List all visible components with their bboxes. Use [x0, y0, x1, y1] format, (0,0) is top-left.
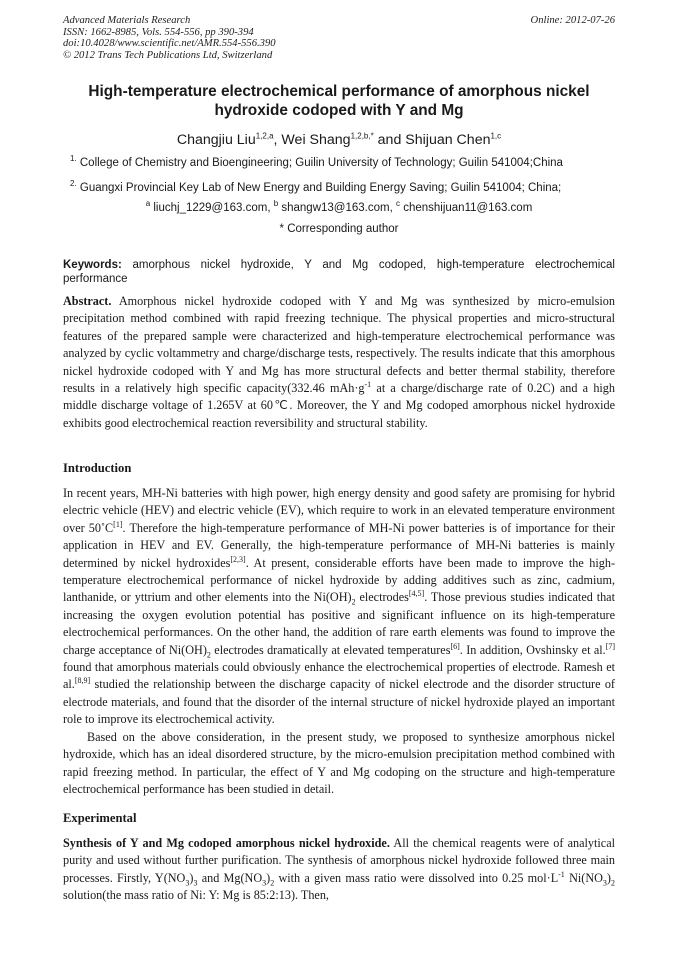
chemical-subscript: 3	[262, 878, 267, 888]
author-name: Wei Shang	[281, 132, 351, 148]
section-heading-experimental: Experimental	[63, 811, 137, 825]
author-superscript: 1,c	[490, 131, 502, 141]
text-run: In recent years, MH-Ni batteries with high power, high energy density and good safety are promising for hybrid electric vehicle (HEV) and electric vehicle (EV), which require to work in an elevated temperature environment over 50˚C	[63, 486, 615, 535]
affiliation-mark: 2.	[70, 179, 77, 189]
citation-superscript: [1]	[113, 519, 123, 529]
email-mark: a	[145, 199, 151, 209]
section-heading-introduction: Introduction	[63, 461, 132, 475]
run-in-heading: Synthesis of Y and Mg codoped amorphous nickel hydroxide.	[63, 836, 390, 850]
text-run: and Mg(NO	[197, 870, 263, 885]
text-run: All the chemical reagents were of analytical purity and used without further purification. The synthesis of amorphous nickel hydroxide followed three main processes. Firstly, Y(NO	[63, 836, 616, 885]
keywords-label: Keywords:	[63, 259, 122, 271]
author-list	[63, 131, 615, 149]
journal-header	[63, 15, 615, 61]
abstract	[63, 293, 615, 432]
citation-superscript: [7]	[605, 641, 616, 651]
online-date: Online: 2012-07-26	[530, 15, 615, 26]
text-run: electrodes dramatically at elevated temperatures	[210, 642, 451, 657]
text-run: with a given mass ratio were dissolved into 0.25 mol·L	[274, 870, 559, 885]
citation-superscript: -1	[558, 869, 565, 879]
author-name: Shijuan Chen	[405, 132, 491, 148]
email-address: liuchj_1229@163.com,	[153, 202, 274, 214]
text-run: found that amorphous materials could obviously enhance the electrochemical properties of electrode. Ramesh et al.	[63, 660, 615, 692]
text-run: . Therefore the high-temperature performance of MH-Ni power batteries is of importance for their application in HEV and EV. Generally, the high-temperature performance of MH-Ni batteries is mainly determined by nickel hydroxides	[63, 520, 615, 570]
author-separator: ,	[273, 132, 282, 148]
text-run: )	[606, 870, 611, 885]
affiliation-text: Guangxi Provincial Key Lab of New Energy and Building Energy Saving; Guilin 541004; China;	[79, 182, 562, 194]
copyright-line: © 2012 Trans Tech Publications Ltd, Switzerland	[63, 49, 273, 61]
keywords-text: amorphous nickel hydroxide, Y and Mg codoped, high-temperature electrochemical performance	[63, 259, 615, 285]
abstract-label: Abstract.	[63, 294, 112, 308]
chemical-subscript: 2	[351, 597, 356, 607]
citation-superscript: [2,3]	[230, 554, 246, 564]
text-run: . Those previous studies indicated that increasing the oxygen evolution potential has positive and significant influence on its high-temperature electrochemical performances. On the other hand, the addition of rare earth elements was found to improve the charge acceptance of Ni(OH)	[63, 590, 615, 657]
paper-title: High-temperature electrochemical performance of amorphous nickel hydroxide codoped with Y and Mg	[88, 83, 590, 119]
experimental-body	[63, 835, 615, 905]
chemical-subscript: 2	[610, 878, 615, 888]
abstract-superscript: -1	[364, 379, 372, 389]
abstract-text: Amorphous nickel hydroxide codoped with Y and Mg was synthesized by micro-emulsion precipitation method combined with rapid freezing technique. The physical properties and micro-structural features of the prepared sample were characterized and high-temperature electrochemical performance was analyzed by cyclic voltammetry and charge/discharge tests, respectively. The results indicate that this amorphous nickel hydroxide codoped with Y and Mg has more structural defects and better thermal stability, therefore results in a relatively high specific capacity(332.46 mAh·g	[63, 294, 615, 396]
chemical-subscript: 3	[185, 878, 190, 888]
affiliation-2	[70, 181, 615, 195]
text-run: studied the relationship between the discharge capacity of nickel electrode and the disorder structure of electrode materials, and found that the disorder of the internal structure of nickel hydroxide played an important role to improve its electrochemical activity.	[63, 677, 615, 727]
author-separator: and	[373, 132, 406, 148]
email-mark: b	[273, 199, 279, 209]
author-superscript: 1,2,b,*	[350, 131, 374, 141]
experimental-paragraph	[63, 835, 615, 905]
introduction-paragraph	[63, 485, 615, 729]
text-run: . In addition, Ovshinsky et al.	[459, 642, 606, 657]
text-run: solution(the mass ratio of Ni: Y: Mg is 85:2:13). Then,	[63, 888, 329, 903]
doi-line: doi:10.4028/www.scientific.net/AMR.554-556.390	[63, 38, 276, 50]
author-name: Changjiu Liu	[176, 132, 256, 148]
citation-superscript: [6]	[450, 641, 460, 651]
text-run: )	[266, 870, 271, 885]
abstract-text: at a charge/discharge rate of 0.2C) and a high middle discharge voltage of 1.265V at 60℃. Moreover, the Y and Mg codoped amorphous nickel hydroxide exhibits good electrochemical reaction reversibility and structural stability.	[63, 381, 615, 430]
email-address: shangw13@163.com,	[281, 202, 396, 214]
introduction-paragraph: Based on the above consideration, in the present study, we proposed to synthesize amorphous nickel hydroxide, which has an ideal disordered structure, by the micro-emulsion precipitation method combined with rapid freezing method. In particular, the effect of Y and Mg codoping on the structure and high-temperature electrochemical performance has been studied in detail.	[63, 729, 615, 796]
introduction-body	[63, 485, 615, 798]
email-list	[63, 201, 615, 215]
affiliation-1	[70, 156, 615, 170]
journal-name: Advanced Materials Research	[63, 15, 191, 26]
affiliation-mark: 1.	[70, 154, 77, 164]
corresponding-author-note: * Corresponding author	[279, 223, 399, 235]
chemical-subscript: 2	[206, 650, 211, 660]
author-superscript: 1,2,a	[255, 131, 274, 141]
citation-superscript: [8,9]	[74, 676, 91, 686]
chemical-subscript: 3	[602, 878, 607, 888]
text-run: . At present, considerable efforts have been made to improve the high-temperature electrochemical performance of nickel hydroxide by adding additives such as zinc, cadmium, lanthanide, or yttrium and other elements into the Ni(OH)	[63, 555, 615, 605]
citation-superscript: [4,5]	[408, 589, 425, 599]
keywords	[63, 258, 615, 286]
email-address: chenshijuan11@163.com	[403, 202, 533, 214]
text-run: electrodes	[355, 590, 409, 605]
issn-line: ISSN: 1662-8985, Vols. 554-556, pp 390-394	[63, 26, 254, 38]
chemical-subscript: 3	[193, 878, 198, 888]
text-run: Ni(NO	[564, 870, 603, 885]
affiliation-text: College of Chemistry and Bioengineering; Guilin University of Technology; Guilin 541004;China	[79, 157, 563, 169]
chemical-subscript: 2	[270, 878, 275, 888]
text-run: )	[189, 870, 194, 885]
email-mark: c	[395, 199, 400, 209]
